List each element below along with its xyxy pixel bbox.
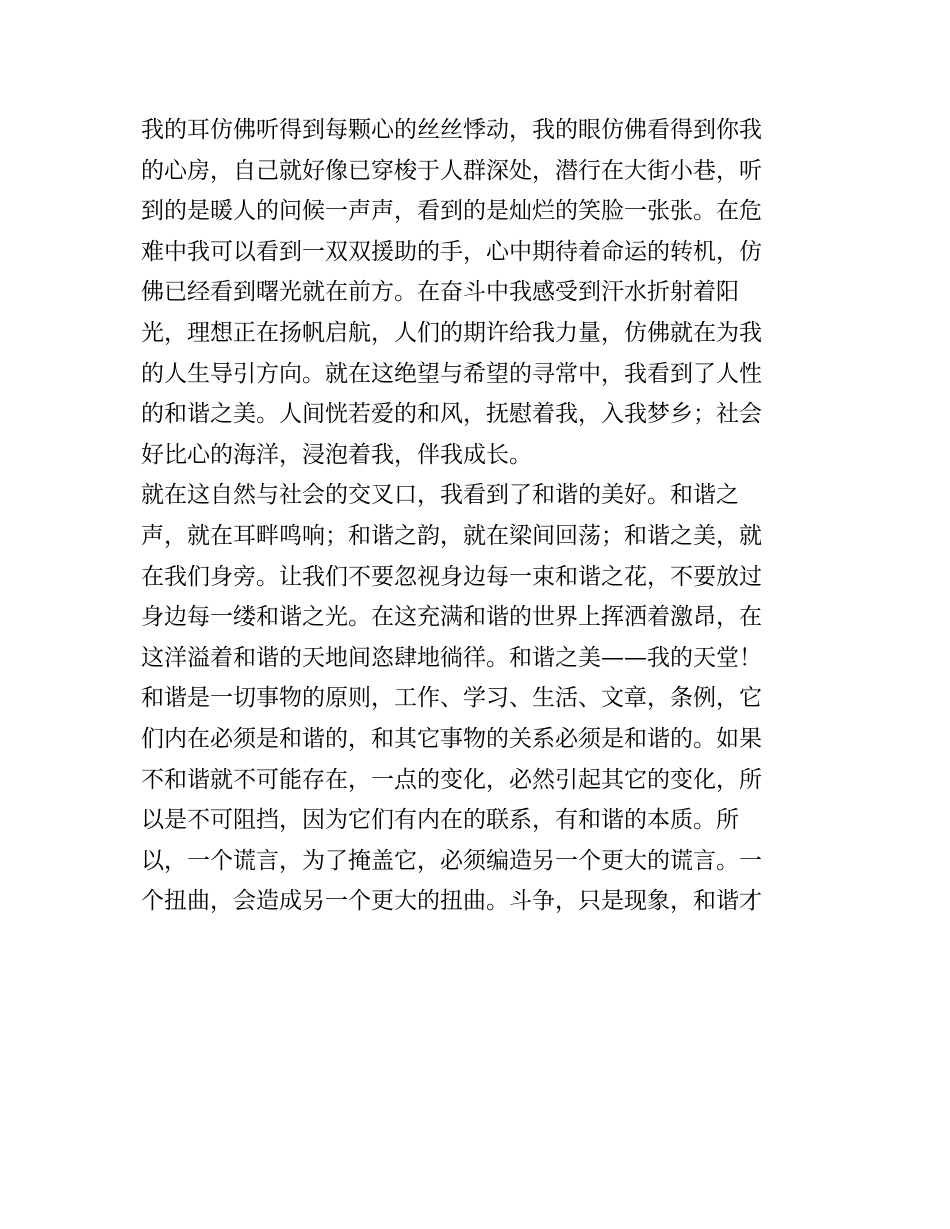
text-line: 的心房，自己就好像已穿梭于人群深处，潜行在大街小巷，听 — [141, 157, 762, 184]
text-line: 以是不可阻挡，因为它们有内在的联系，有和谐的本质。所 — [141, 807, 739, 834]
text-line: 的和谐之美。人间恍若爱的和风，抚慰着我，入我梦乡；社会 — [141, 401, 762, 428]
text-line: 到的是暖人的问候一声声，看到的是灿烂的笑脸一张张。在危 — [141, 198, 762, 225]
text-line: 的人生导引方向。就在这绝望与希望的寻常中，我看到了人性 — [141, 360, 762, 387]
text-line: 和谐是一切事物的原则，工作、学习、生活、文章，条例，它 — [141, 685, 762, 712]
text-line: 佛已经看到曙光就在前方。在奋斗中我感受到汗水折射着阳 — [141, 279, 739, 306]
text-line: 身边每一缕和谐之光。在这充满和谐的世界上挥洒着激昂，在 — [141, 604, 762, 631]
text-line: 这洋溢着和谐的天地间恣肆地徜徉。和谐之美——我的天堂！ — [141, 644, 762, 671]
text-line: 个扭曲，会造成另一个更大的扭曲。斗争，只是现象，和谐才 — [141, 888, 762, 915]
text-line: 不和谐就不可能存在，一点的变化，必然引起其它的变化，所 — [141, 766, 762, 793]
text-line: 以，一个谎言，为了掩盖它，必须编造另一个更大的谎言。一 — [141, 847, 762, 874]
text-line: 声，就在耳畔鸣响；和谐之韵，就在梁间回荡；和谐之美，就 — [141, 522, 762, 549]
text-line: 们内在必须是和谐的，和其它事物的关系必须是和谐的。如果 — [141, 725, 762, 752]
text-line: 我的耳仿佛听得到每颗心的丝丝悸动，我的眼仿佛看得到你我 — [141, 117, 762, 143]
text-line: 在我们身旁。让我们不要忽视身边每一束和谐之花，不要放过 — [141, 563, 762, 590]
text-line: 难中我可以看到一双双援助的手，心中期待着命运的转机，仿 — [141, 238, 762, 265]
text-line: 好比心的海洋，浸泡着我，伴我成长。 — [141, 441, 532, 468]
text-line: 光，理想正在扬帆启航，人们的期许给我力量，仿佛就在为我 — [141, 319, 762, 346]
text-line: 就在这自然与社会的交叉口，我看到了和谐的美好。和谐之 — [141, 482, 739, 509]
essay-body — [141, 110, 821, 922]
